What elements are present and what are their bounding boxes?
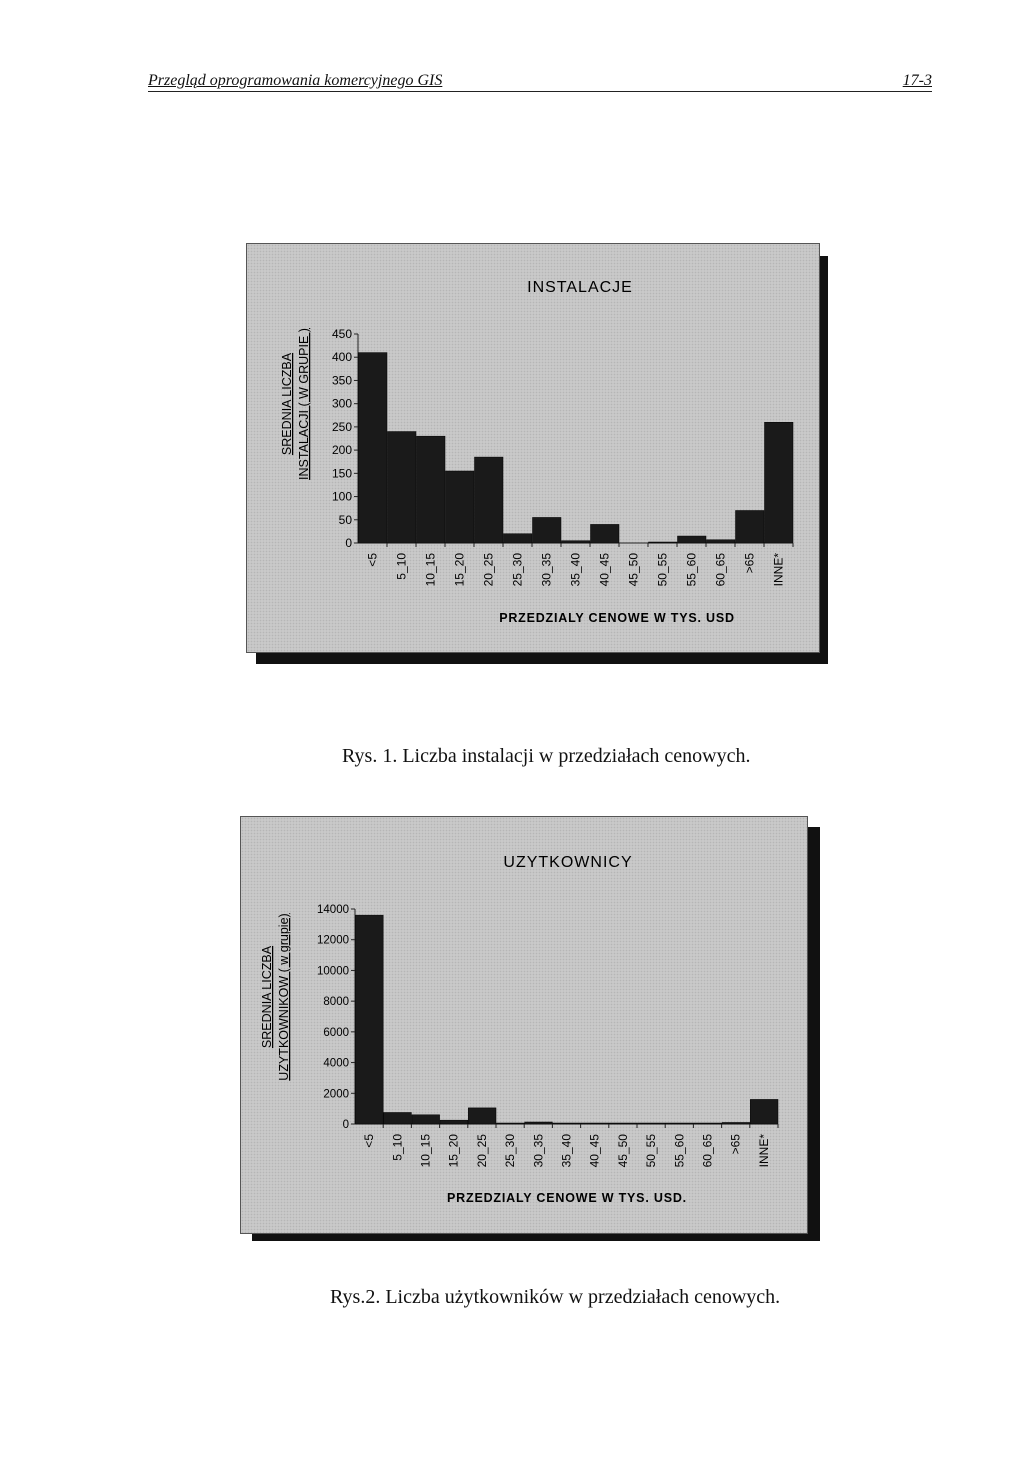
- chart2-category-label: 30_35: [531, 1134, 546, 1168]
- chart1-category-label: 5_10: [394, 553, 409, 580]
- chart1-category-label: 10_15: [423, 553, 438, 587]
- chart1-category-label: 25_30: [510, 553, 525, 587]
- chart2-category-label: 35_40: [559, 1134, 574, 1168]
- chart2-category-label: 20_25: [474, 1134, 489, 1168]
- chart2-y-tick-label: 10000: [317, 965, 349, 978]
- chart2-category-label: 5_10: [390, 1134, 405, 1161]
- chart1-y-tick-label: 0: [345, 536, 352, 550]
- chart2-category-label: 60_65: [700, 1134, 715, 1168]
- page-number: 17-3: [902, 72, 932, 89]
- chart1-bar: [736, 510, 765, 543]
- page-header: [148, 72, 932, 92]
- chart1-y-tick-label: 50: [338, 512, 352, 527]
- chart-instalacje-svg: [247, 244, 819, 652]
- chart2-y-tick-label: 4000: [323, 1057, 349, 1070]
- caption-fig1: Rys. 1. Liczba instalacji w przedziałach cenowych.: [342, 745, 751, 767]
- chart2-bar: [468, 1108, 496, 1124]
- chart1-y-label-line: SREDNIA LICZBA: [280, 352, 294, 456]
- chart1-bar: [591, 524, 620, 543]
- chart1-category-label: 60_65: [713, 553, 728, 587]
- chart2-bar: [384, 1112, 412, 1124]
- chart2-y-tick-label: 8000: [323, 996, 349, 1009]
- chart1-bar: [446, 471, 475, 543]
- chart2-category-label: 15_20: [446, 1134, 461, 1168]
- chart1-category-label: 55_60: [684, 553, 699, 587]
- chart2-x-label: PRZEDZIALY CENOWE W TYS. USD.: [447, 1191, 687, 1205]
- chart2-y-tick-label: 2000: [323, 1088, 349, 1101]
- chart2-bar: [440, 1120, 468, 1124]
- chart1-category-label: 30_35: [539, 553, 554, 587]
- chart2-bar: [412, 1115, 440, 1124]
- chart2-bar: [750, 1099, 778, 1124]
- chart1-bar: [707, 540, 736, 543]
- chart2-category-label: 50_55: [644, 1134, 659, 1168]
- chart1-bar: [533, 517, 562, 543]
- chart1-category-label: 45_50: [626, 553, 641, 587]
- chart1-y-tick-label: 150: [331, 466, 352, 481]
- chart1-y-tick-label: 400: [331, 350, 352, 365]
- chart2-category-label: 40_45: [587, 1134, 602, 1168]
- chart1-bar: [678, 536, 707, 543]
- chart2-title: UZYTKOWNICY: [503, 854, 633, 871]
- chart-instalacje: [246, 243, 820, 653]
- chart1-category-label: 50_55: [655, 553, 670, 587]
- chart2-y-tick-label: 14000: [317, 904, 349, 916]
- chart2-y-tick-label: 12000: [317, 934, 349, 947]
- chart1-category-label: 40_45: [597, 553, 612, 587]
- chart2-category-label: 25_30: [503, 1134, 518, 1168]
- chart2-bar: [722, 1122, 750, 1124]
- chart1-x-label: PRZEDZIALY CENOWE W TYS. USD: [499, 611, 735, 625]
- chart2-category-label: 10_15: [418, 1134, 433, 1168]
- header-title: Przegląd oprogramowania komercyjnego GIS: [148, 72, 443, 89]
- chart1-category-label: 20_25: [481, 553, 496, 587]
- chart1-y-tick-label: 100: [331, 489, 352, 504]
- chart1-bar: [562, 541, 591, 543]
- chart2-y-label-line: UZYTKOWNIKOW ( w grupie): [277, 913, 291, 1081]
- chart2-category-label: >65: [728, 1134, 743, 1155]
- chart2-bar: [553, 1123, 581, 1124]
- chart2-bar: [694, 1123, 722, 1124]
- chart1-category-label: <5: [365, 553, 380, 567]
- chart2-category-label: 45_50: [615, 1134, 630, 1168]
- chart2-y-tick-label: 6000: [323, 1026, 349, 1039]
- chart1-category-label: >65: [742, 553, 757, 574]
- chart2-category-label: 55_60: [672, 1134, 687, 1168]
- chart1-category-label: 15_20: [452, 553, 467, 587]
- chart2-bar: [609, 1123, 637, 1124]
- chart1-y-label-line: INSTALACJI ( W GRUPIE ): [297, 328, 311, 480]
- chart2-y-label-line: SREDNIA LICZBA: [260, 945, 274, 1049]
- chart-uzytkownicy: [240, 816, 808, 1234]
- chart-uzytkownicy-svg: [241, 817, 807, 1233]
- chart2-category-label: INNE*: [756, 1134, 771, 1168]
- chart1-y-tick-label: 350: [331, 373, 352, 388]
- chart1-y-tick-label: 200: [331, 443, 352, 458]
- chart1-category-label: INNE*: [771, 553, 786, 587]
- chart1-bar: [765, 422, 794, 543]
- chart1-bar: [417, 436, 446, 543]
- chart1-bar: [504, 534, 533, 543]
- chart1-y-tick-label: 450: [331, 327, 352, 341]
- chart2-bar: [356, 915, 384, 1124]
- chart2-category-label: <5: [362, 1134, 377, 1148]
- chart1-bar: [388, 432, 417, 543]
- chart1-bar: [359, 353, 388, 543]
- chart1-title: INSTALACJE: [527, 279, 633, 296]
- caption-fig2: Rys.2. Liczba użytkowników w przedziałach cenowych.: [330, 1286, 781, 1308]
- chart1-category-label: 35_40: [568, 553, 583, 587]
- chart1-y-tick-label: 300: [331, 396, 352, 411]
- chart2-bar: [581, 1123, 609, 1124]
- chart1-bar: [475, 457, 504, 543]
- chart1-y-tick-label: 250: [331, 419, 352, 434]
- chart1-bar: [649, 542, 678, 543]
- chart2-bar: [666, 1123, 694, 1124]
- chart2-y-tick-label: 0: [342, 1119, 349, 1131]
- chart2-bar: [638, 1123, 666, 1124]
- chart2-bar: [497, 1123, 525, 1124]
- chart2-bar: [525, 1122, 553, 1124]
